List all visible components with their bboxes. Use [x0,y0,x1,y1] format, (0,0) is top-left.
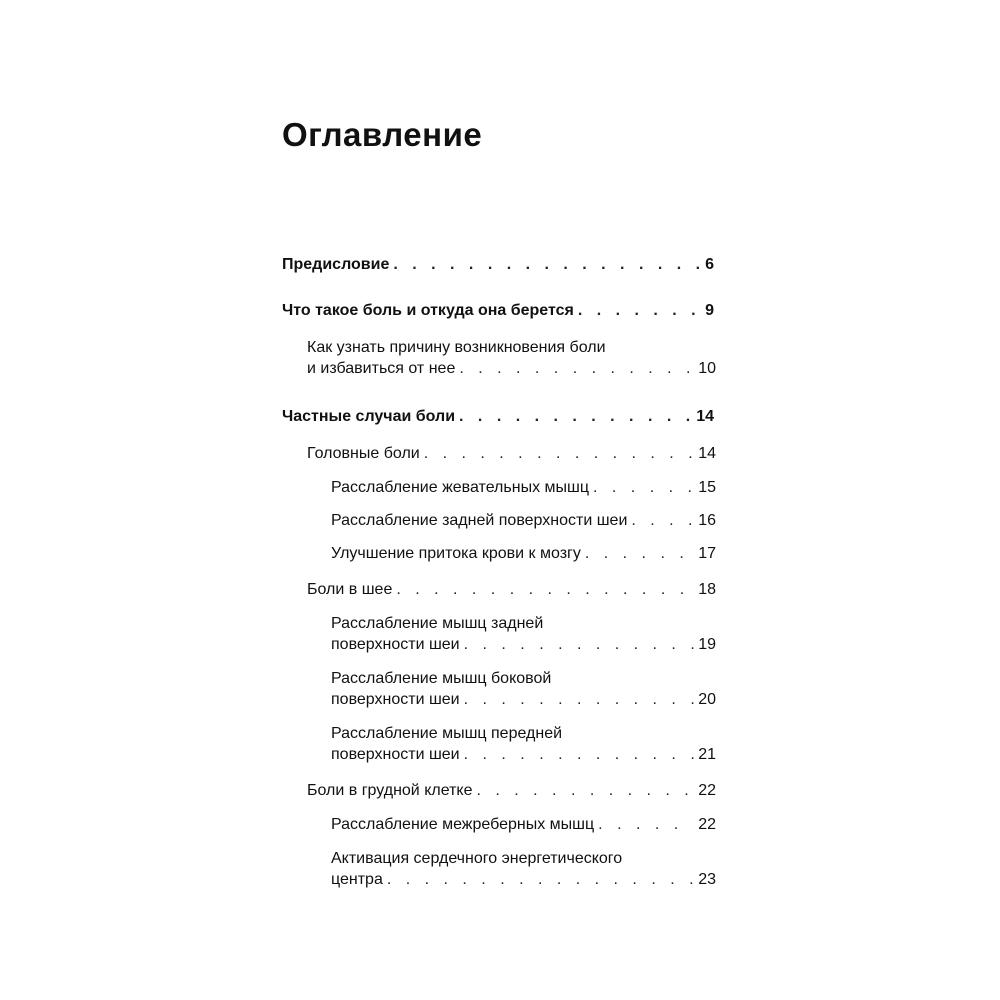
toc-page-number: 21 [698,746,716,763]
toc-entry-title: Улучшение притока крови к мозгу [331,545,581,562]
dot-leader [459,359,694,379]
toc-entry-back-neck-muscles[interactable] [331,635,716,655]
toc-entry-front-neck-muscles[interactable] [331,745,716,765]
toc-page-number: 6 [705,256,714,273]
dot-leader [387,870,694,890]
toc-entry-find-cause[interactable] [307,359,716,379]
toc-page-number: 22 [698,816,716,833]
dot-leader [424,444,694,464]
toc-entry-back-neck[interactable] [331,511,716,531]
dot-leader [585,544,694,564]
toc-entry-title-line1: Как узнать причину возникновения боли [307,339,606,356]
toc-entry-neck-pain[interactable] [307,580,716,600]
toc-entry-title: Расслабление жевательных мышц [331,479,590,496]
toc-page-number: 23 [698,871,716,888]
toc-entry-title: Частные случаи боли [282,408,456,425]
dot-leader [464,690,695,710]
toc-page-number: 14 [696,408,714,425]
toc-entry-particular-cases[interactable] [282,407,714,427]
toc-page-number: 10 [698,360,716,377]
toc-entry-title: Предисловие [282,256,390,273]
toc-page-number: 16 [698,512,716,529]
toc-page-number: 17 [698,545,716,562]
toc-page-number: 14 [698,445,716,462]
toc-entry-headaches[interactable] [307,444,716,464]
toc-entry-title-line1: Активация сердечного энергетического [331,850,623,867]
toc-entry-title: Головные боли [307,445,420,462]
toc-entry-heart-center[interactable] [331,870,716,890]
toc-page-number: 9 [705,302,714,319]
toc-entry-chewing-muscles[interactable] [331,478,716,498]
dot-leader [598,815,694,835]
dot-leader [393,255,701,275]
toc-entry-title-line1: Расслабление мышц боковой [331,670,552,687]
page-title: Оглавление [282,116,483,153]
toc-entry-side-neck-muscles[interactable] [331,690,716,710]
dot-leader [464,745,695,765]
toc-entry-preface[interactable] [282,255,714,275]
toc-entry-chest-pain[interactable] [307,781,716,801]
dot-leader [476,781,694,801]
toc-entry-title: Боли в шее [307,581,393,598]
toc-entry-title-line2: и избавиться от нее [307,360,456,377]
toc-entry-title: Боли в грудной клетке [307,782,473,799]
toc-entry-title-line2: поверхности шеи [331,746,460,763]
toc-entry-title: Расслабление задней поверхности шеи [331,512,628,529]
toc-entry-title-line2: центра [331,871,383,888]
toc-entry-title: Расслабление межреберных мышц [331,816,595,833]
dot-leader [459,407,692,427]
toc-page-number: 15 [698,479,716,496]
dot-leader [464,635,695,655]
toc-page-number: 22 [698,782,716,799]
toc-entry-title-line1: Расслабление мышц передней [331,725,563,742]
dot-leader [593,478,694,498]
toc-entry-title-line2: поверхности шеи [331,636,460,653]
dot-leader [631,511,694,531]
toc-page-number: 20 [698,691,716,708]
toc-page-number: 19 [698,636,716,653]
toc-entry-blood-flow[interactable] [331,544,716,564]
toc-entry-intercostal-muscles[interactable] [331,815,716,835]
toc-page-number: 18 [698,581,716,598]
dot-leader [578,301,701,321]
toc-entry-what-is-pain[interactable] [282,301,714,321]
toc-entry-title-line1: Расслабление мышц задней [331,615,544,632]
toc-entry-title: Что такое боль и откуда она берется [282,302,574,319]
toc-entry-title-line2: поверхности шеи [331,691,460,708]
dot-leader [396,580,694,600]
